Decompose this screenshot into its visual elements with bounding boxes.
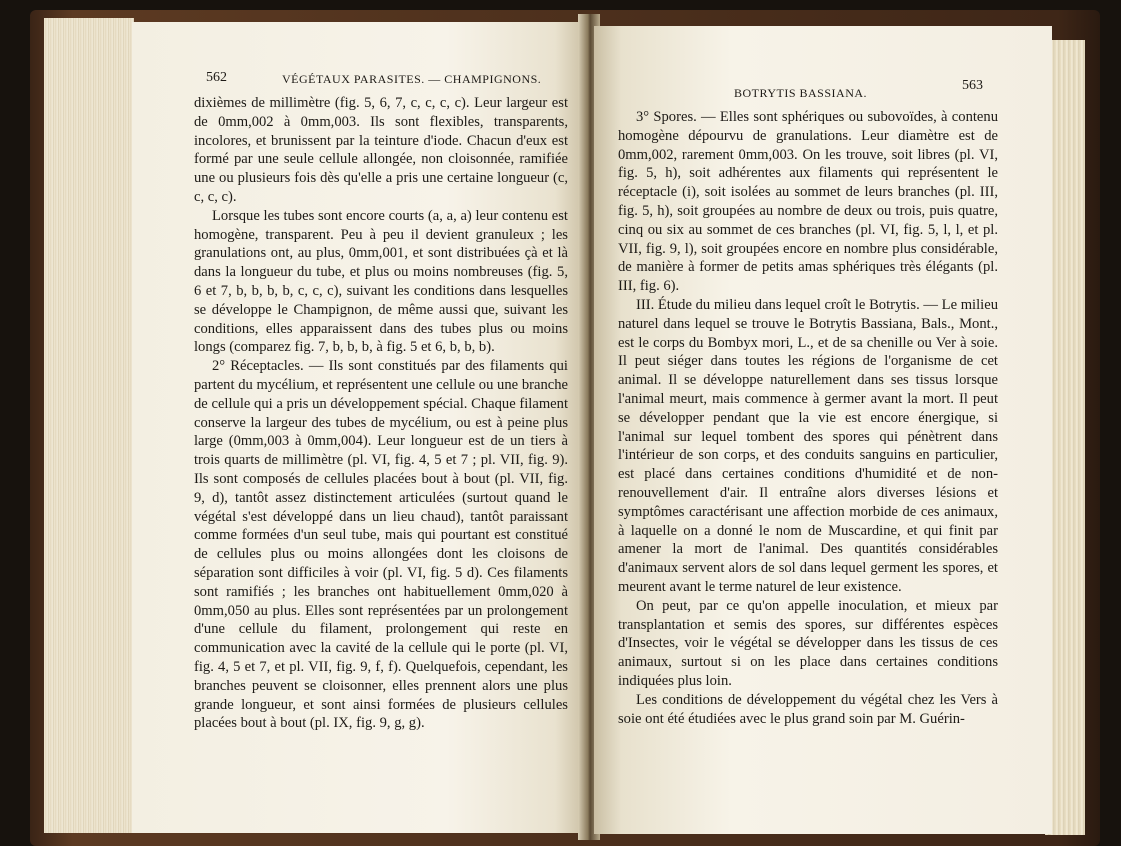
left-page-text [194,94,568,733]
right-page-number: 563 [962,78,983,93]
right-running-head: BOTRYTIS BASSIANA. [734,86,868,100]
left-paragraph-2: Lorsque les tubes sont encore courts (a, a, a) leur contenu est homogène, transparent. Peu à peu il devient granuleux ; les granulations ont, au plus, 0mm,001, et sont distribuées çà et là dans la longueur du tube, et plus ou moins nombreuses (fig. 5, 6 et 7, b, b, b, b, c, c, c), suivant les conditions dans lesquelles se développe le Champignon, de même aussi que, suivant les conditions, elles apparaissent dans des tubes plus ou moins longs (comparez fig. 7, b, b, b, à fig. 5 et 6, b, b, b). [194,207,568,356]
left-running-head: VÉGÉTAUX PARASITES. — CHAMPIGNONS. [282,72,542,86]
right-paragraph-1: 3° Spores. — Elles sont sphériques ou subovoïdes, à contenu homogène dépourvu de granulations. Leur diamètre est de 0mm,002, rarement 0mm,003. On les trouve, soit libres (pl. VI, fig. 5, h), soit adhérentes aux filaments qui représentent le réceptacle (i), soit isolées au sommet de leurs branches (pl. III, fig. 5, h), soit groupées au nombre de deux ou trois, puis quatre, cinq ou six au sommet de ces branches (pl. VI, fig. 5, l, l, et pl. VII, fig. 9, l), soit groupées encore en nombre plus considérable, de manière à former de petits amas sphériques très élégants (pl. III, fig. 6). [618,109,998,295]
right-page [594,26,1052,834]
right-paragraph-4: Les conditions de développement du végétal chez les Vers à soie ont été étudiées avec le plus grand soin par M. Guérin- [618,691,998,727]
right-page-text [618,108,998,728]
left-page-edges [44,18,134,833]
left-paragraph-3: 2° Réceptacles. — Ils sont constitués par des filaments qui partent du mycélium, et représentent une cellule ou une branche de cellule qui a pris un développement spécial. Chaque filament conserve la largeur des tubes de mycélium, ou est à peine plus large (0mm,003 à 0mm,004). Leur longueur est de un tiers à trois quarts de millimètre (pl. VI, fig. 4, 5 et 7 ; pl. VII, fig. 9). Ils sont composés de cellules placées bout à bout (pl. VII, fig. 9, d), tantôt assez distinctement articulées (surtout quand le végétal s'est développé dans un lieu chaud), tantôt paraissant comme formées d'un seul tube, mais qui pourtant est constitué de cellules plus ou moins allongées dont les cloisons de séparation sont difficiles à voir (pl. VI, fig. 5 d). Ces filaments sont ramifiés ; les branches ont habituellement 0mm,020 à 0mm,050 au plus. Elles sont représentées par un prolongement d'une cellule du filament, prolongement qui reste en communication avec la cavité de la cellule qui le porte (pl. VI, fig. 4, 5 et 7, et pl. VII, fig. 9, f, f). Quelquefois, cependant, les branches peuvent se cloisonner, elles prennent alors une plus grande longueur, et sont ainsi formées de plusieurs cellules placées bout à bout (pl. IX, fig. 9, g, g). [194,358,568,732]
left-page [132,22,582,833]
left-page-number: 562 [206,70,227,85]
right-paragraph-3: On peut, par ce qu'on appelle inoculation, et mieux par transplantation et semis des spores, sur différentes espèces d'Insectes, voir le végétal se développer dans les tissus de ces animaux, surtout si on les place dans certaines conditions indiquées plus loin. [618,597,998,689]
right-paragraph-2: III. Étude du milieu dans lequel croît le Botrytis. — Le milieu naturel dans lequel se trouve le Botrytis Bassiana, Bals., Mont., est le corps du Bombyx mori, L., et de sa chenille ou Ver à soie. Il peut siéger dans toutes les régions de l'organisme de cet animal. Il se développe naturellement dans ses tissus lorsque l'animal meurt, mais commence à germer avant la mort. Il peut se développer pendant que la vie est encore énergique, si l'animal sur lequel tombent des spores qui pénètrent dans l'intérieur de son corps, et des conduits sanguins en particulier, est placé dans certaines conditions d'humidité et de non-renouvellement d'air. Il entraîne alors diverses lésions et symptômes caractérisant une affection morbide de ces animaux, à laquelle on a donné le nom de Muscardine, et qui finit par amener la mort de l'animal. Des quantités considérables d'animaux servent alors de sol dans lequel germent les spores, et meurent avant le terme naturel de leur existence. [618,296,998,595]
left-paragraph-1: dixièmes de millimètre (fig. 5, 6, 7, c, c, c, c). Leur largeur est de 0mm,002 à 0mm,003. Ils sont flexibles, transparents, incolores, et brunissent par la teinture d'iode. Chacun d'eux est formé par une seule cellule allongée, non cloisonnée, ramifiée une ou plusieurs fois dès qu'elle a pris une certaine longueur (c, c, c, c). [194,95,568,205]
